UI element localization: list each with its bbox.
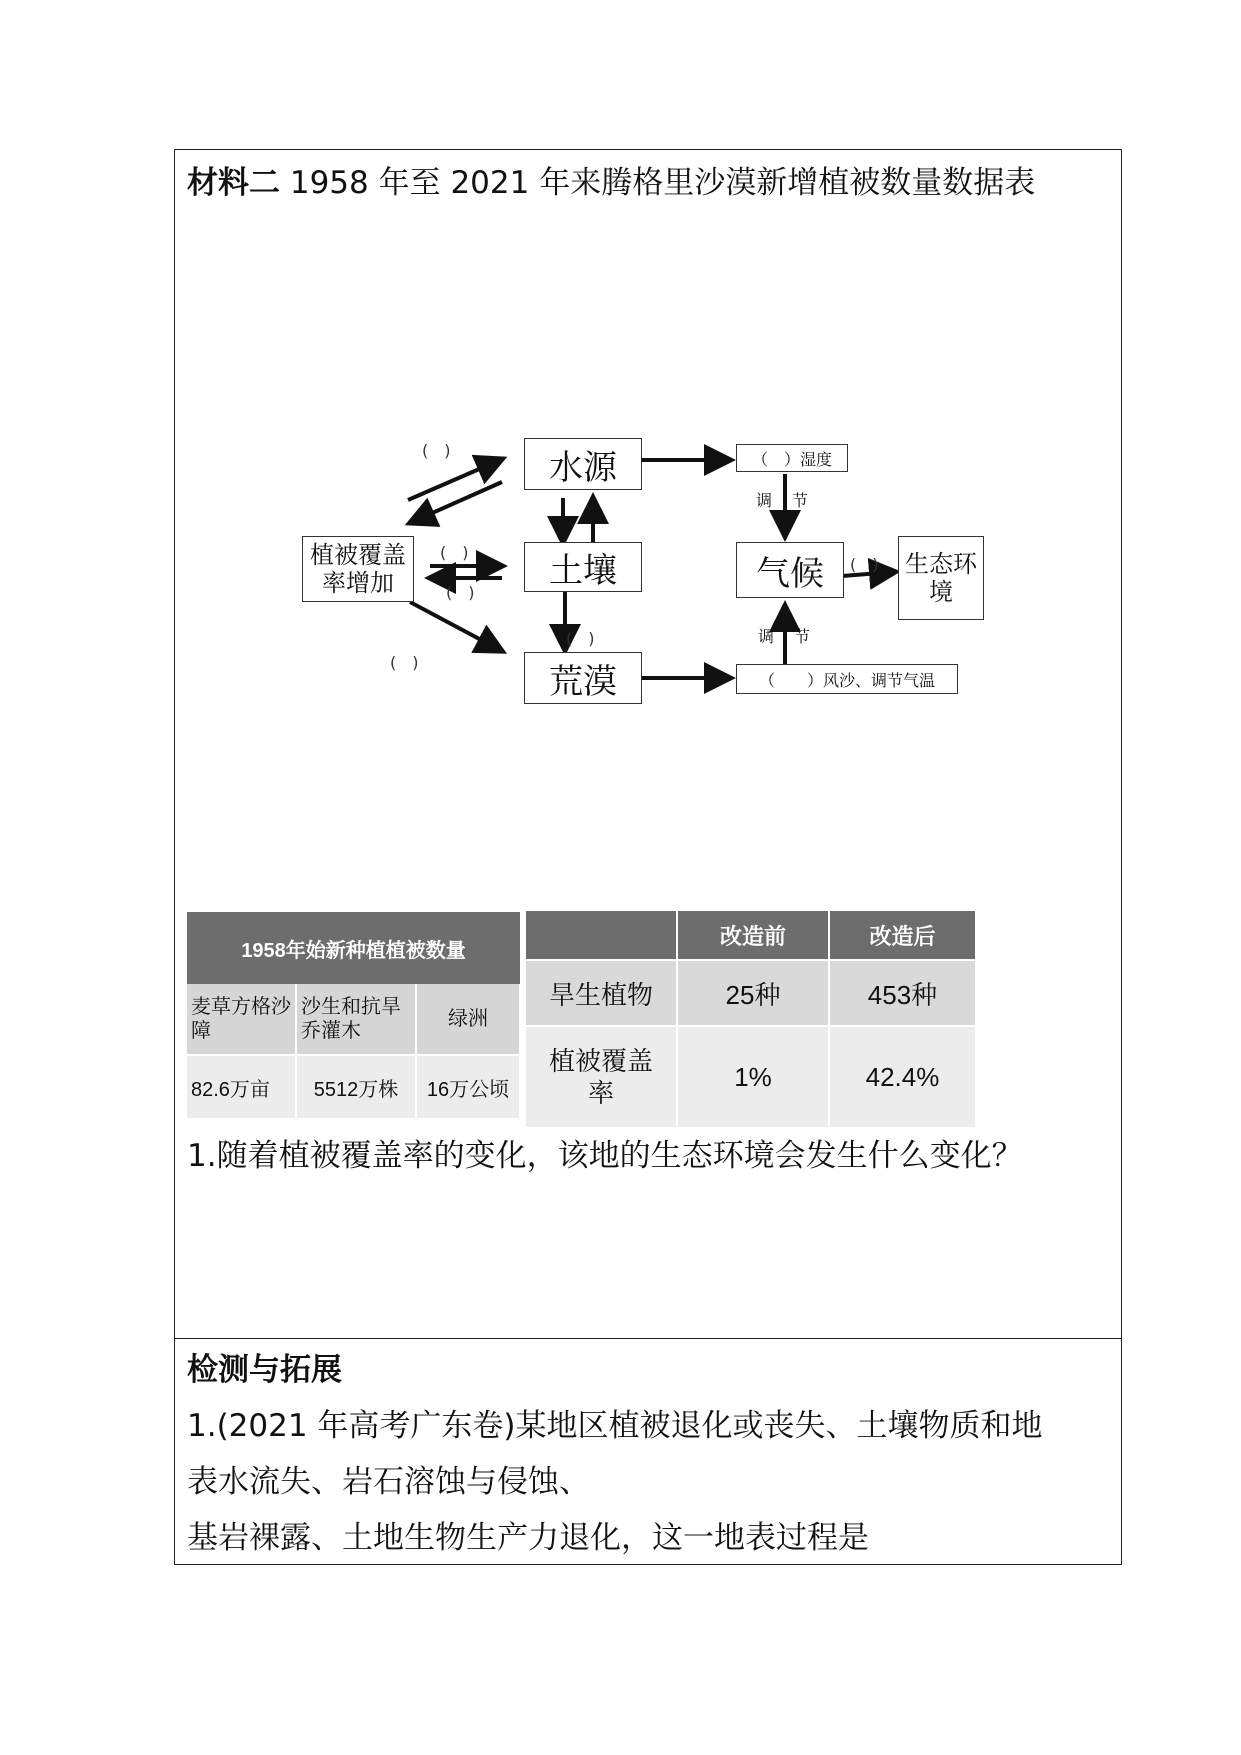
label-regulate-top-2: 节	[792, 491, 809, 510]
table1-col-1: 麦草方格沙障	[187, 984, 296, 1055]
table1-value-2: 5512万株	[296, 1055, 416, 1119]
table2-row2-after: 42.4%	[829, 1026, 976, 1128]
node-soil: 土壤	[524, 542, 642, 592]
table2-row1-before: 25种	[677, 960, 829, 1026]
table2-row2-before: 1%	[677, 1026, 829, 1128]
table2-header-blank	[526, 911, 677, 960]
label-regulate-top-1: 调	[756, 491, 773, 510]
material-heading	[187, 163, 1035, 203]
table2-row2-label: 植被覆盖率	[526, 1026, 677, 1128]
blank-veg-water-top: ( )	[422, 441, 451, 460]
label-regulate-bottom-1: 调	[758, 627, 775, 646]
vegetation-effect-diagram	[290, 430, 1010, 730]
table1-col-3: 绿洲	[416, 984, 520, 1055]
blank-soil-desert: ( )	[566, 629, 595, 648]
section2-heading	[187, 1350, 342, 1390]
node-ecology: 生态环境	[898, 536, 984, 620]
section2-line-1: 1.(2021 年高考广东卷)某地区植被退化或丧失、土壤物质和地	[187, 1408, 1043, 1444]
planting-quantity-table	[187, 912, 521, 1120]
table2-header-before: 改造前	[677, 911, 829, 960]
node-vegetation: 植被覆盖率增加	[302, 536, 414, 602]
section2-line-3: 基岩裸露、土地生物生产力退化，这一地表过程是	[187, 1520, 869, 1556]
material-title: 1958 年至 2021 年来腾格里沙漠新增植被数量数据表	[289, 165, 1036, 201]
node-desert: 荒漠	[524, 652, 642, 704]
blank-climate-ecology: ( )	[850, 555, 879, 574]
table2-header-after: 改造后	[829, 911, 976, 960]
material-label: 材料二	[187, 165, 280, 201]
node-climate: 气候	[736, 542, 844, 598]
label-regulate-bottom-2: 节	[794, 627, 811, 646]
table1-header: 1958年始新种植植被数量	[187, 912, 520, 984]
blank-veg-soil-top: ( )	[440, 543, 469, 562]
table1-col-2: 沙生和抗旱乔灌木	[296, 984, 416, 1055]
section2-title: 检测与拓展	[187, 1352, 342, 1388]
table1-value-3: 16万公顷	[416, 1055, 520, 1119]
section-divider	[174, 1338, 1122, 1339]
section2-line-2: 表水流失、岩石溶蚀与侵蚀、	[187, 1464, 590, 1500]
table1-value-1: 82.6万亩	[187, 1055, 296, 1119]
node-wind: （ ）风沙、调节气温	[736, 664, 958, 694]
question-1: 1.随着植被覆盖率的变化，该地的生态环境会发生什么变化？	[187, 1138, 1023, 1174]
before-after-table	[526, 911, 977, 1129]
table2-row1-label: 旱生植物	[526, 960, 677, 1026]
table2-row1-after: 453种	[829, 960, 976, 1026]
blank-veg-desert: ( )	[390, 653, 419, 672]
node-water: 水源	[524, 438, 642, 490]
blank-veg-soil-bottom: ( )	[446, 583, 475, 602]
node-humidity: （ ）湿度	[736, 444, 848, 472]
